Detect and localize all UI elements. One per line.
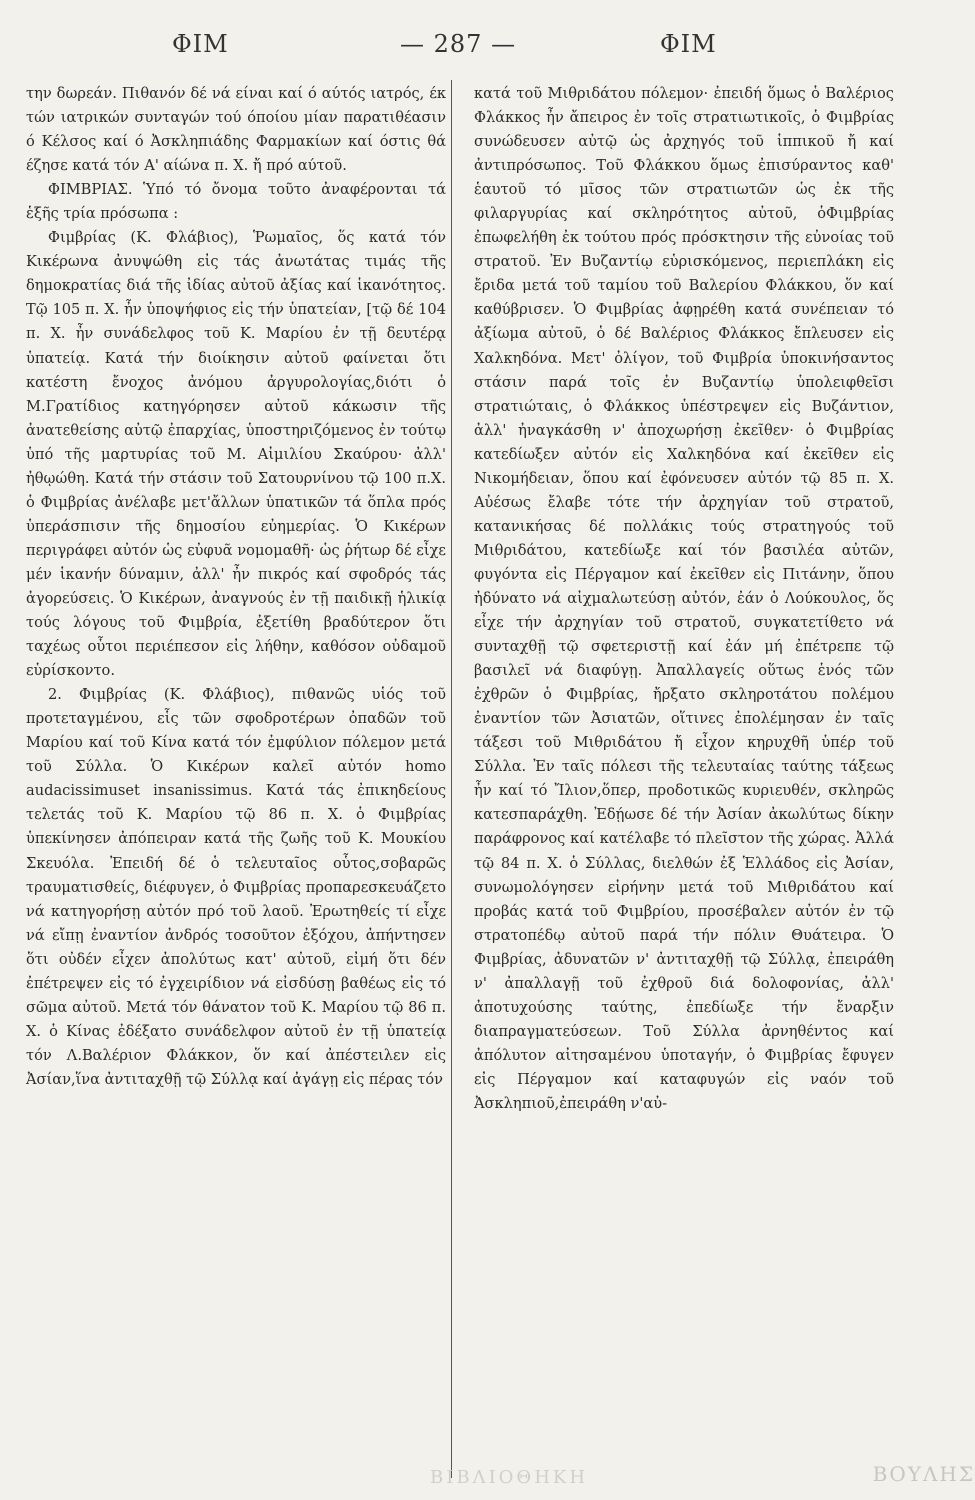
header-right-guideword: ΦΙΜ — [660, 30, 717, 58]
left-column — [26, 82, 446, 1092]
entry-paragraph: 2. Φιμβρίας (Κ. Φλάβιος), πιθανῶς υἱός τοῦ προτεταγμένου, εἷς τῶν σφοδροτέρων ὀπαδῶν τοῦ Μαρίου καί τοῦ Κίνα κατά τόν ἐμφύλιον πόλεμον μετά τοῦ Σύλλα. Ὁ Κικέρων καλεῖ αὐτόν homo audacissimuset insanissimus. Κατά τάς ἐπικηδείους τελετάς τοῦ Κ. Μαρίου τῷ 86 π. Χ. ὁ Φιμβρίας ὑπεκίνησεν ἀπόπειραν κατά τῆς ζωῆς τοῦ Κ. Μουκίου Σκευόλα. Ἐπειδή δέ ὁ τελευταῖος οὗτος,σοβαρῶς τραυματισθείς, διέφυγεν, ὁ Φιμβρίας προπαρεσκευάζετο νά κατηγορήσῃ αὐτόν πρό τοῦ λαοῦ. Ἐρωτηθείς τί εἶχε νά εἴπῃ ἐναντίον ἀνδρός τοσοῦτον ἐξόχου, ἀπήντησεν ὅτι οὐδέν εἶχεν ἀπολύτως κατ' αὐτοῦ, εἰμή ὅτι δέν ἐπέτρεψεν εἰς τό ἐγχειρίδιον νά εἰσδύσῃ βαθέως εἰς τό σῶμα αὐτοῦ. Μετά τόν θάνατον τοῦ Κ. Μαρίου τῷ 86 π. Χ. ὁ Κίνας ἐδέξατο συνάδελφον αὐτοῦ ἐν τῇ ὑπατείᾳ τόν Λ.Βαλέριον Φλάκκον, ὅν καί ἀπέστειλεν εἰς Ἀσίαν,ἵνα ἀντιταχθῇ τῷ Σύλλᾳ καί ἀγάγῃ εἰς πέρας τόν — [26, 686, 446, 1088]
header-left-guideword: ΦΙΜ — [172, 30, 229, 58]
paragraph: την δωρεάν. Πιθανόν δέ νά είναι καί ό αύτός ιατρός, έκ τών ιατρικών συνταγών τού όποίου μίαν παρατιθέασιν ό Κέλσος καί ό Ἀσκληπιάδης Φαρμακίων καί όστις θά έζησε κατά τόν Α' αίώνα π. Χ. ἤ πρό αύτοῦ. — [26, 85, 446, 175]
watermark-text: ΒΟΥΛΗΣ — [872, 1462, 975, 1486]
right-column — [474, 82, 894, 1116]
paragraph: κατά τοῦ Μιθριδάτου πόλεμον· ἐπειδή ὅμως ὁ Βαλέριος Φλάκκος ἦν ἄπειρος ἐν τοῖς στρατιωτικοῖς, ὁ Φιμβρίας συνώδευσεν αὐτῷ ὡς ἀρχηγός τοῦ ἱππικοῦ ἤ καί ἀντιπρόσωπος. Τοῦ Φλάκκου ὅμως ἐπισύραντος καθ' ἑαυτοῦ τό μῖσος τῶν στρατιωτῶν ὡς ἐκ τῆς φιλαργυρίας καί σκληρότητος αὐτοῦ, ὁΦιμβρίας ἐπωφελήθη ἐκ τούτου πρός πρόσκτησιν τῆς εὐνοίας τοῦ στρατοῦ. Ἐν Βυζαντίῳ εὑρισκόμενος, περιεπλάκη εἰς ἔριδα μετά τοῦ ταμίου τοῦ Βαλερίου Φλάκκου, ὅν καί καθύβρισεν. Ὁ Φιμβρίας ἀφῃρέθη κατά συνέπειαν τό ἀξίωμα αὐτοῦ, ὁ δέ Βαλέριος Φλάκκος ἔπλευσεν εἰς Χαλκηδόνα. Μετ' ὀλίγον, τοῦ Φιμβρία ὑποκινήσαντος στάσιν παρά τοῖς ἐν Βυζαντίῳ ὑπολειφθεῖσι στρατιώταις, ὁ Φλάκκος ὑπέστρεψεν εἰς Βυζάντιον, ἀλλ' ἠναγκάσθη ν' ἀποχωρήσῃ ἐκεῖθεν· ὁ Φιμβρίας κατεδίωξεν αὐτόν εἰς Χαλκηδόνα καί ἐκεῖθεν εἰς Νικομήδειαν, ὅπου καί ἐφόνευσεν αὐτόν τῷ 85 π. Χ. Αὐέσως ἔλαβε τότε τήν ἀρχηγίαν τοῦ στρατοῦ, κατανικήσας δέ πολλάκις τούς στρατηγούς τοῦ Μιθριδάτου, κατεδίωξε καί τόν βασιλέα αὐτῶν, φυγόντα εἰς Πέργαμον καί ἐκεῖθεν εἰς Πιτάνην, ὅπου ἠδύνατο νά αἰχμαλωτεύσῃ αὐτόν, ἐάν ὁ Λούκουλος, ὅς εἶχε τήν ἀρχηγίαν τοῦ στρατοῦ, συγκατετίθετο νά συνταχθῇ τῷ σφετεριστῇ καί ἐάν μή ἐπέτρεπε τῷ βασιλεῖ νά διαφύγῃ. Ἀπαλλαγείς οὕτως ἑνός τῶν ἐχθρῶν ὁ Φιμβρίας, ἤρξατο σκληροτάτου πολέμου ἐναντίον τῶν Ἀσιατῶν, οἵτινες ἐπολέμησαν ἐν ταῖς τάξεσι τοῦ Μιθριδάτου ἤ εἶχον κηρυχθῆ ὑπέρ τοῦ Σύλλα. Ἐν ταῖς πόλεσι τῆς τελευταίας ταύτης τάξεως ἦν καί τό Ἴλιον,ὅπερ, προδοτικῶς κυριευθέν, σκληρῶς κατεσπαράχθη. Ἐδῄωσε δέ τήν Ἀσίαν ἀκωλύτως δίκην παράφρονος καί κατέλαβε τό πλεῖστον τῆς χώρας. Ἀλλά τῷ 84 π. Χ. ὁ Σύλλας, διελθών ἐξ Ἑλλάδος εἰς Ἀσίαν, συνωμολόγησεν εἰρήνην μετά τοῦ Μιθριδάτου καί προβάς κατά τοῦ Φιμβρίου, προσέβαλεν αὐτόν ἐν τῷ στρατοπέδῳ αὐτοῦ παρά τήν πόλιν Θυάτειρα. Ὁ Φιμβρίας, ἀδυνατῶν ν' ἀντιταχθῇ τῷ Σύλλᾳ, ἐπειράθη ν' ἀπαλλαγῇ τοῦ ἐχθροῦ διά δολοφονίας, ἀλλ' ἀποτυχούσης ταύτης, ἐπεδίωξε τήν ἔναρξιν διαπραγματεύσεων. Τοῦ Σύλλα ἀρνηθέντος καί ἀπόλυτον αἰτησαμένου ὑποταγήν, ὁ Φιμβρίας ἔφυγεν εἰς Πέργαμον καί καταφυγών εἰς ναόν τοῦ Ἀσκληπιοῦ,ἐπειράθη ν'αὐ- — [474, 85, 894, 1112]
page-header — [0, 30, 975, 70]
entry-heading-paragraph: ΦΙΜΒΡΙΑΣ. Ὑπό τό ὄνομα τοῦτο ἀναφέρονται τά ἑξῆς τρία πρόσωπα : — [26, 181, 446, 223]
watermark-text: ΒΙΒΛΙΟΘΗΚΗ — [430, 1467, 589, 1488]
column-divider — [451, 80, 452, 1478]
page-number: — 287 — — [400, 30, 517, 58]
entry-paragraph: Φιμβρίας (Κ. Φλάβιος), Ῥωμαῖος, ὅς κατά τόν Κικέρωνα ἀνυψώθη εἰς τάς ἀνωτάτας τιμάς τῆς δημοκρατίας διά τῆς ἰδίας αὐτοῦ ἀξίας καί ἱκανότητος. Τῷ 105 π. Χ. ἦν ὑποψήφιος εἰς τήν ὑπατείαν, [τῷ δέ 104 π. Χ. ἦν συνάδελφος τοῦ Κ. Μαρίου ἐν τῇ δευτέρᾳ ὑπατείᾳ. Κατά τήν διοίκησιν αὐτοῦ φαίνεται ὅτι κατέστη ἔνοχος ἀνόμου ἀργυρολογίας,διότι ὁ Μ.Γρατίδιος κατηγόρησεν αὐτοῦ κάκωσιν τῆς ἀνατεθείσης αὐτῷ ἐπαρχίας, ὑποστηριζόμενος ἐν τούτῳ ὑπό τῆς μαρτυρίας τοῦ Μ. Αἰμιλίου Σκαύρου· ἀλλ' ἠθῳώθη. Κατά τήν στάσιν τοῦ Σατουρνίνου τῷ 100 π.Χ. ὁ Φιμβρίας ἀνέλαβε μετ'ἄλλων ὑπατικῶν τά ὅπλα πρός ὑπεράσπισιν τῆς δημοσίου εὐημερίας. Ὁ Κικέρων περιγράφει αὐτόν ὡς εὐφυᾶ νομομαθῆ· ὡς ῥήτωρ δέ εἶχε μέν ἱκανήν δύναμιν, ἀλλ' ἦν πικρός καί σφοδρός τάς ἀγορεύσεις. Ὁ Κικέρων, ἀναγνούς ἐν τῇ παιδικῇ ἡλικίᾳ τούς λόγους τοῦ Φιμβρία, ἐξετίθη βραδύτερον ὅτι ταχέως οὗτοι περιέπεσον εἰς λήθην, καθόσον οὐδαμοῦ εὑρίσκοντο. — [26, 229, 446, 680]
